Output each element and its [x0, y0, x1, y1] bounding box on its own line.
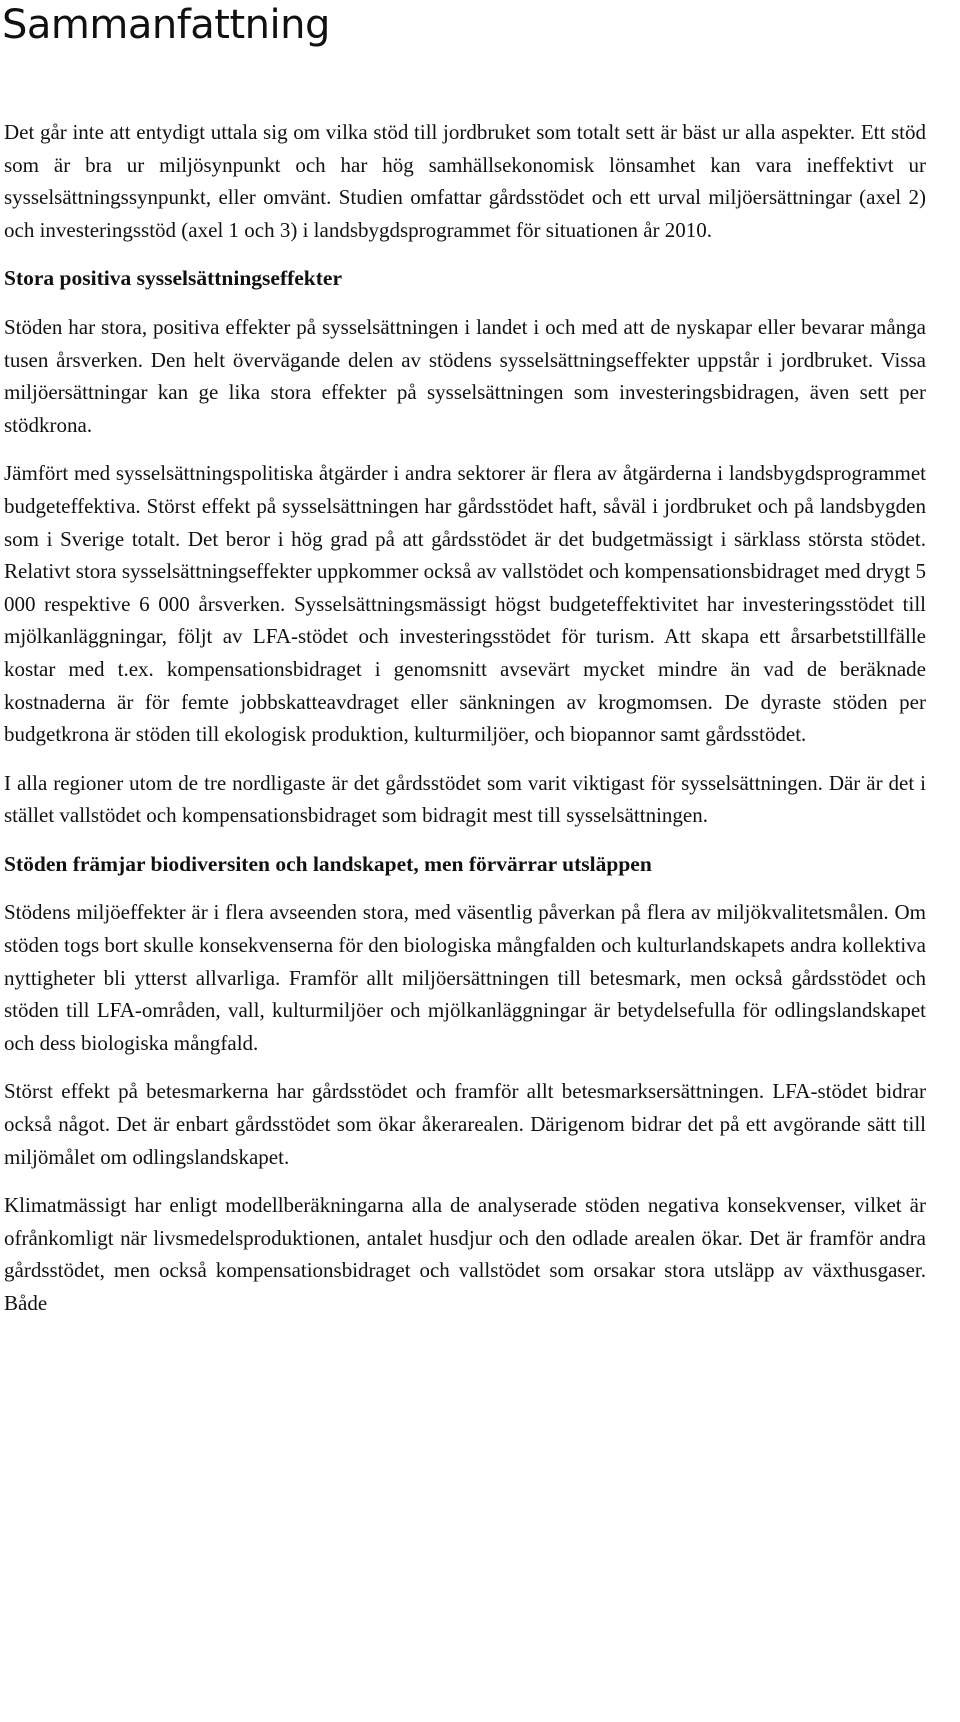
environment-paragraph-2: Störst effekt på betesmarkerna har gårdsstödet och framför allt betesmarksersättningen. LFA-stödet bidrar också något. Det är enbart gårdsstödet som ökar åkerarealen. Därigenom bidrar det på ett avgörande sätt till miljömålet om odlingslandskapet. — [4, 1079, 926, 1169]
environment-paragraph-3: Klimatmässigt har enligt modellberäkningarna alla de analyserade stöden negativa konsekvenser, vilket är ofrånkomligt när livsmedelsproduktionen, antalet husdjur och den odlade arealen ökar. Det är framför andra gårdsstödet, men också kompensationsbidraget och vallstödet som orsakar stora utsläpp av växthusgaser. Både — [4, 1193, 926, 1315]
employment-paragraph-1: Stöden har stora, positiva effekter på sysselsättningen i landet i och med att de nyskapar eller bevarar många tusen årsverken. Den helt övervägande delen av stödens sysselsättningseffekter uppstår i jordbruket. Vissa miljöersättningar kan ge lika stora effekter på sysselsättningen som investeringsbidragen, även sett per stödkrona. — [4, 314, 926, 437]
intro-paragraph: Det går inte att entydigt uttala sig om vilka stöd till jordbruket som totalt sett är bäst ur alla aspekter. Ett stöd som är bra ur miljösynpunkt och har hög samhällsekonomisk lönsamhet kan vara ineffektivt ur sysselsättningssynpunkt, eller omvänt. Studien omfattar gårdsstödet och ett urval miljöersättningar (axel 2) och investeringsstöd (axel 1 och 3) i landsbygdsprogrammet för situationen år 2010. — [4, 120, 926, 242]
employment-paragraph-2: Jämfört med sysselsättningspolitiska åtgärder i andra sektorer är flera av åtgärderna i landsbygdsprogrammet budgeteffektiva. Störst effekt på sysselsättningen har gårdsstödet haft, såväl i jordbruket och på landsbygden som i Sverige totalt. Det beror i hög grad på att gårdsstödet är det budgetmässigt i särklass största stödet. Relativt stora sysselsättningseffekter uppkommer också av vallstödet och kompensationsbidraget med drygt 5 000 respektive 6 000 årsverken. Sysselsättningsmässigt högst budgeteffektivitet har investeringsstödet till mjölkanläggningar, följt av LFA-stödet och investeringsstödet för turism. Att skapa ett årsarbetstillfälle kostar med t.ex. kompensationsbidraget i genomsnitt avsevärt mycket mindre än vad de beräknade kostnaderna är för femte jobbskatteavdraget eller sänkningen av krogmomsen. De dyraste stöden per budgetkrona är stöden till ekologisk produktion, kulturmiljöer, och biopannor samt gårdsstödet. — [4, 461, 926, 747]
document-body — [4, 116, 926, 1320]
employment-paragraph-3: I alla regioner utom de tre nordligaste är det gårdsstödet som varit viktigast för sysselsättningen. Där är det i stället vallstödet och kompensationsbidraget som bidragit mest till sysselsättningen. — [4, 770, 926, 828]
page-title: Sammanfattning — [2, 2, 330, 48]
section-heading-environment: Stöden främjar biodiversiten och landskapet, men förvärrar utsläppen — [4, 851, 652, 876]
environment-paragraph-1: Stödens miljöeffekter är i flera avseenden stora, med väsentlig påverkan på flera av miljökvalitetsmålen. Om stöden togs bort skulle konsekvenserna för den biologiska mångfalden och kulturlandskapets andra kollektiva nyttigheter bli ytterst allvarliga. Framför allt miljöersättningen till betesmark, men också gårdsstödet och stöden till LFA-områden, vall, kulturmiljöer och mjölkanläggningar är betydelsefulla för odlingslandskapet och dess biologiska mångfald. — [4, 900, 926, 1055]
section-heading-employment: Stora positiva sysselsättningseffekter — [4, 266, 343, 291]
